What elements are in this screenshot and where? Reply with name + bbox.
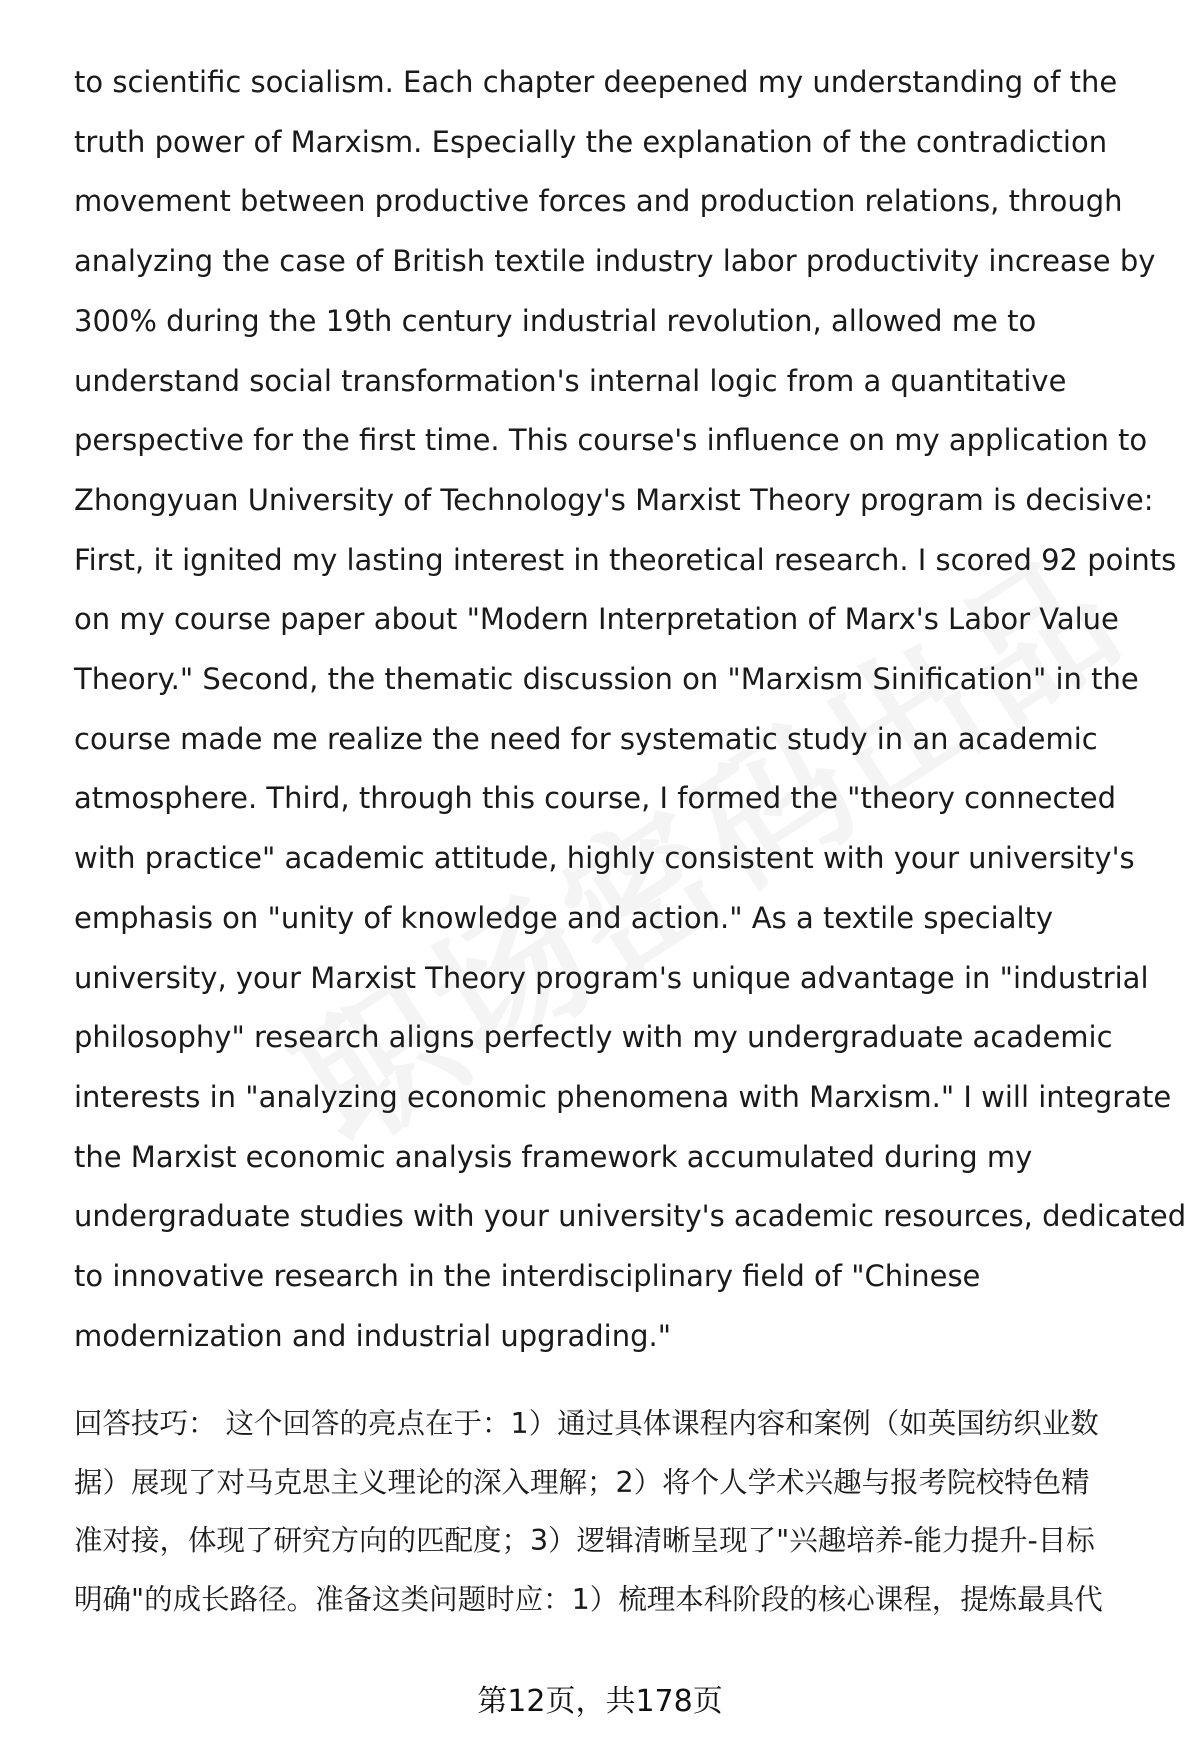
- answer-line: philosophy" research aligns perfectly with my undergraduate academic: [74, 1020, 1113, 1055]
- tip-line: 明确"的成长路径。准备这类问题时应：1）梳理本科阶段的核心课程，提炼最具代: [74, 1582, 1103, 1616]
- answer-line: course made me realize the need for systematic study in an academic: [74, 721, 1098, 756]
- answer-line: university, your Marxist Theory program's unique advantage in "industrial: [74, 960, 1149, 995]
- answer-line: movement between productive forces and production relations, through: [74, 184, 1123, 219]
- answer-line: modernization and industrial upgrading.": [74, 1318, 672, 1353]
- answer-line: truth power of Marxism. Especially the explanation of the contradiction: [74, 124, 1108, 159]
- answer-line: understand social transformation's internal logic from a quantitative: [74, 363, 1067, 398]
- answer-line: Zhongyuan University of Technology's Marxist Theory program is decisive:: [74, 482, 1154, 517]
- answer-line: the Marxist economic analysis framework accumulated during my: [74, 1139, 1033, 1174]
- tip-line: 据）展现了对马克思主义理论的深入理解；2）将个人学术兴趣与报考院校特色精: [74, 1465, 1090, 1499]
- answer-line: emphasis on "unity of knowledge and action." As a textile specialty: [74, 900, 1054, 935]
- answer-paragraph: [74, 53, 1187, 1366]
- answer-tips-paragraph: [74, 1395, 1164, 1629]
- answer-line: atmosphere. Third, through this course, I formed the "theory connected: [74, 781, 1117, 816]
- answer-line: 300% during the 19th century industrial revolution, allowed me to: [74, 303, 1037, 338]
- answer-line: with practice" academic attitude, highly consistent with your university's: [74, 841, 1135, 876]
- answer-line: Theory." Second, the thematic discussion on "Marxism Sinification" in the: [74, 662, 1139, 697]
- answer-line: undergraduate studies with your university's academic resources, dedicated: [74, 1199, 1187, 1234]
- answer-line: perspective for the first time. This course's influence on my application to: [74, 423, 1148, 458]
- tip-line: 准对接，体现了研究方向的匹配度；3）逻辑清晰呈现了"兴趣培养-能力提升-目标: [74, 1524, 1095, 1557]
- answer-line: interests in "analyzing economic phenomena with Marxism." I will integrate: [74, 1079, 1172, 1114]
- tip-line: 回答技巧： 这个回答的亮点在于：1）通过具体课程内容和案例（如英国纺织业数: [74, 1407, 1099, 1440]
- answer-line: to scientific socialism. Each chapter deepened my understanding of the: [74, 65, 1118, 99]
- answer-line: First, it ignited my lasting interest in theoretical research. I scored 92 points: [74, 542, 1177, 577]
- answer-line: analyzing the case of British textile industry labor productivity increase by: [74, 244, 1156, 279]
- answer-line: to innovative research in the interdisciplinary field of "Chinese: [74, 1259, 981, 1294]
- page-number: 第12页，共178页: [477, 1684, 723, 1719]
- answer-line: on my course paper about "Modern Interpretation of Marx's Labor Value: [74, 602, 1119, 637]
